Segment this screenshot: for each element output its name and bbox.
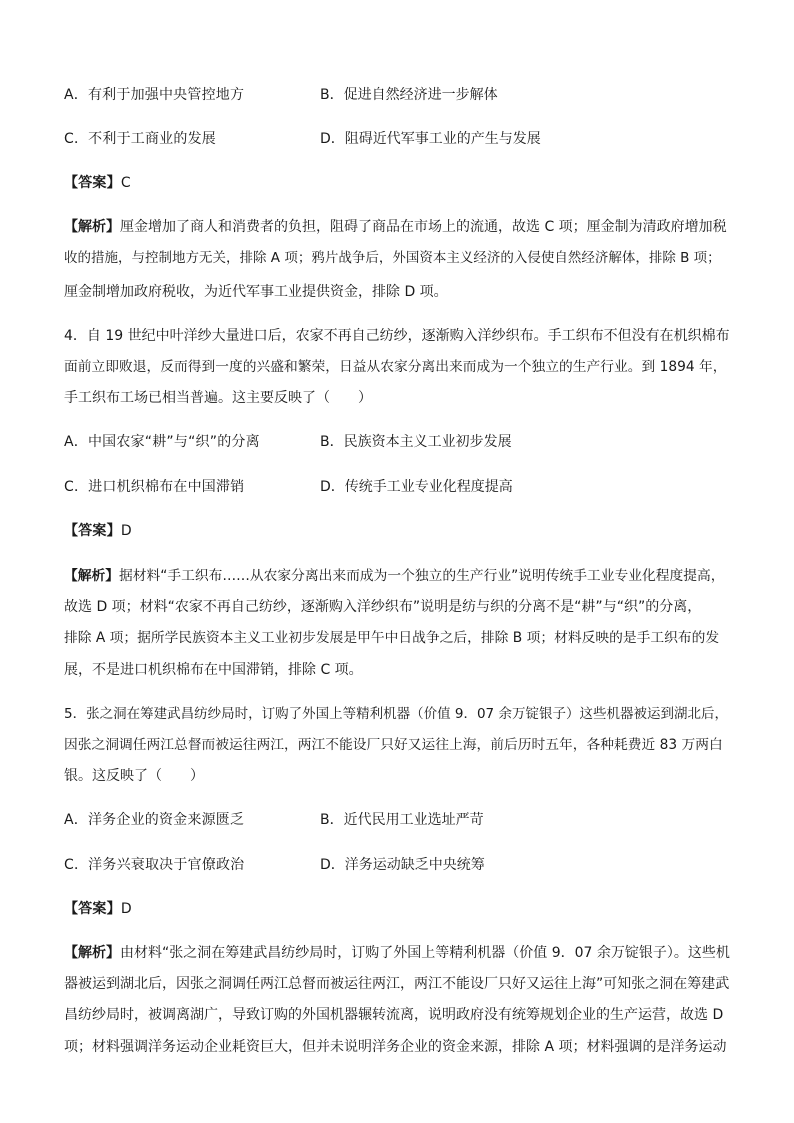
q3-answer (64, 174, 131, 192)
analysis-tag: 【解析】 (64, 219, 120, 235)
q5-option-b: B．近代民用工业选址严苛 (320, 812, 484, 828)
analysis-text: 厘金增加了商人和消费者的负担，阻碍了商品在市场上的流通，故选 C 项；厘金制为清政府增加税 (120, 219, 727, 235)
q4-analysis-line-3: 排除 A 项；据所学民族资本主义工业初步发展是甲午中日战争之后，排除 B 项；材料反映的是手工织布的发 (64, 630, 720, 646)
analysis-text: 由材料“张之洞在筹建武昌纺纱局时，订购了外国上等精利机器（价值 9．07 余万锭银子）。这些机 (120, 945, 730, 961)
q3-option-d: D．阻碍近代军事工业的产生与发展 (320, 131, 541, 147)
q5-analysis-line-2: 器被运到湖北后，因张之洞调任两江总督而被运往两江，两江不能设厂只好又运往上海”可知张之洞在筹建武 (64, 976, 730, 992)
answer-tag: 【答案】 (64, 175, 121, 191)
q4-analysis-line-1 (64, 567, 730, 585)
q5-option-c: C．洋务兴衰取决于官僚政治 (64, 857, 245, 873)
answer-tag: 【答案】 (64, 901, 121, 917)
q5-stem-line-3: 银。这反映了（ ） (64, 768, 204, 784)
analysis-text: 据材料“手工织布……从农家分离出来而成为一个独立的生产行业”说明传统手工业专业化程度提高， (119, 568, 725, 584)
q3-option-a: A．有利于加强中央管控地方 (64, 87, 245, 103)
q5-option-a: A．洋务企业的资金来源匮乏 (64, 812, 245, 828)
q5-stem-line-2: 因张之洞调任两江总督而被运往两江，两江不能设厂只好又运往上海，前后历时五年，各种耗费近 83 万两白 (64, 737, 723, 753)
q3-option-c: C．不利于工商业的发展 (64, 131, 216, 147)
q4-option-d: D．传统手工业专业化程度提高 (320, 479, 513, 495)
q5-analysis-line-4: 项；材料强调洋务运动企业耗资巨大，但并未说明洋务企业的资金来源，排除 A 项；材料强调的是洋务运动 (64, 1039, 727, 1055)
q3-analysis-line-1 (64, 218, 730, 236)
analysis-tag: 【解析】 (64, 945, 120, 961)
analysis-tag: 【解析】 (64, 568, 120, 584)
q5-option-d: D．洋务运动缺乏中央统筹 (320, 857, 485, 873)
q4-option-a: A．中国农家“耕”与“织”的分离 (64, 434, 260, 450)
q4-analysis-line-2: 故选 D 项；材料“农家不再自己纺纱，逐渐购入洋纱织布”说明是纺与织的分离不是“耕”与“织”的分离， (64, 599, 702, 615)
q5-answer (64, 900, 132, 918)
answer-value: D (120, 523, 132, 539)
q4-stem-line-2: 面前立即败退，反而得到一度的兴盛和繁荣，日益从农家分离出来而成为一个独立的生产行业。到 1894 年， (64, 359, 727, 375)
answer-value: C (120, 175, 131, 191)
q4-answer (64, 522, 132, 540)
answer-tag: 【答案】 (64, 523, 121, 539)
q5-analysis-line-3: 昌纺纱局时，被调离湖广，导致订购的外国机器辗转流离，说明政府没有统筹规划企业的生产运营，故选 D (64, 1007, 724, 1023)
q3-analysis-line-3: 厘金制增加政府税收，为近代军事工业提供资金，排除 D 项。 (64, 284, 448, 300)
q4-stem-line-3: 手工织布工场已相当普遍。这主要反映了（ ） (64, 390, 372, 406)
q3-analysis-line-2: 收的措施，与控制地方无关，排除 A 项；鸦片战争后，外国资本主义经济的入侵使自然经济解体，排除 B 项； (64, 250, 721, 266)
q4-analysis-line-4: 展，不是进口机织棉布在中国滞销，排除 C 项。 (64, 662, 363, 678)
q4-stem-line-1: 4．自 19 世纪中叶洋纱大量进口后，农家不再自己纺纱，逐渐购入洋纱织布。手工织布不但没有在机织棉布 (64, 328, 730, 344)
q5-analysis-line-1 (64, 944, 730, 962)
answer-value: D (120, 901, 132, 917)
q4-option-c: C．进口机织棉布在中国滞销 (64, 479, 245, 495)
q5-stem-line-1: 5．张之洞在筹建武昌纺纱局时，订购了外国上等精利机器（价值 9．07 余万锭银子）这些机器被运到湖北后， (64, 706, 728, 722)
q3-option-b: B．促进自然经济进一步解体 (320, 87, 498, 103)
q4-option-b: B．民族资本主义工业初步发展 (320, 434, 512, 450)
